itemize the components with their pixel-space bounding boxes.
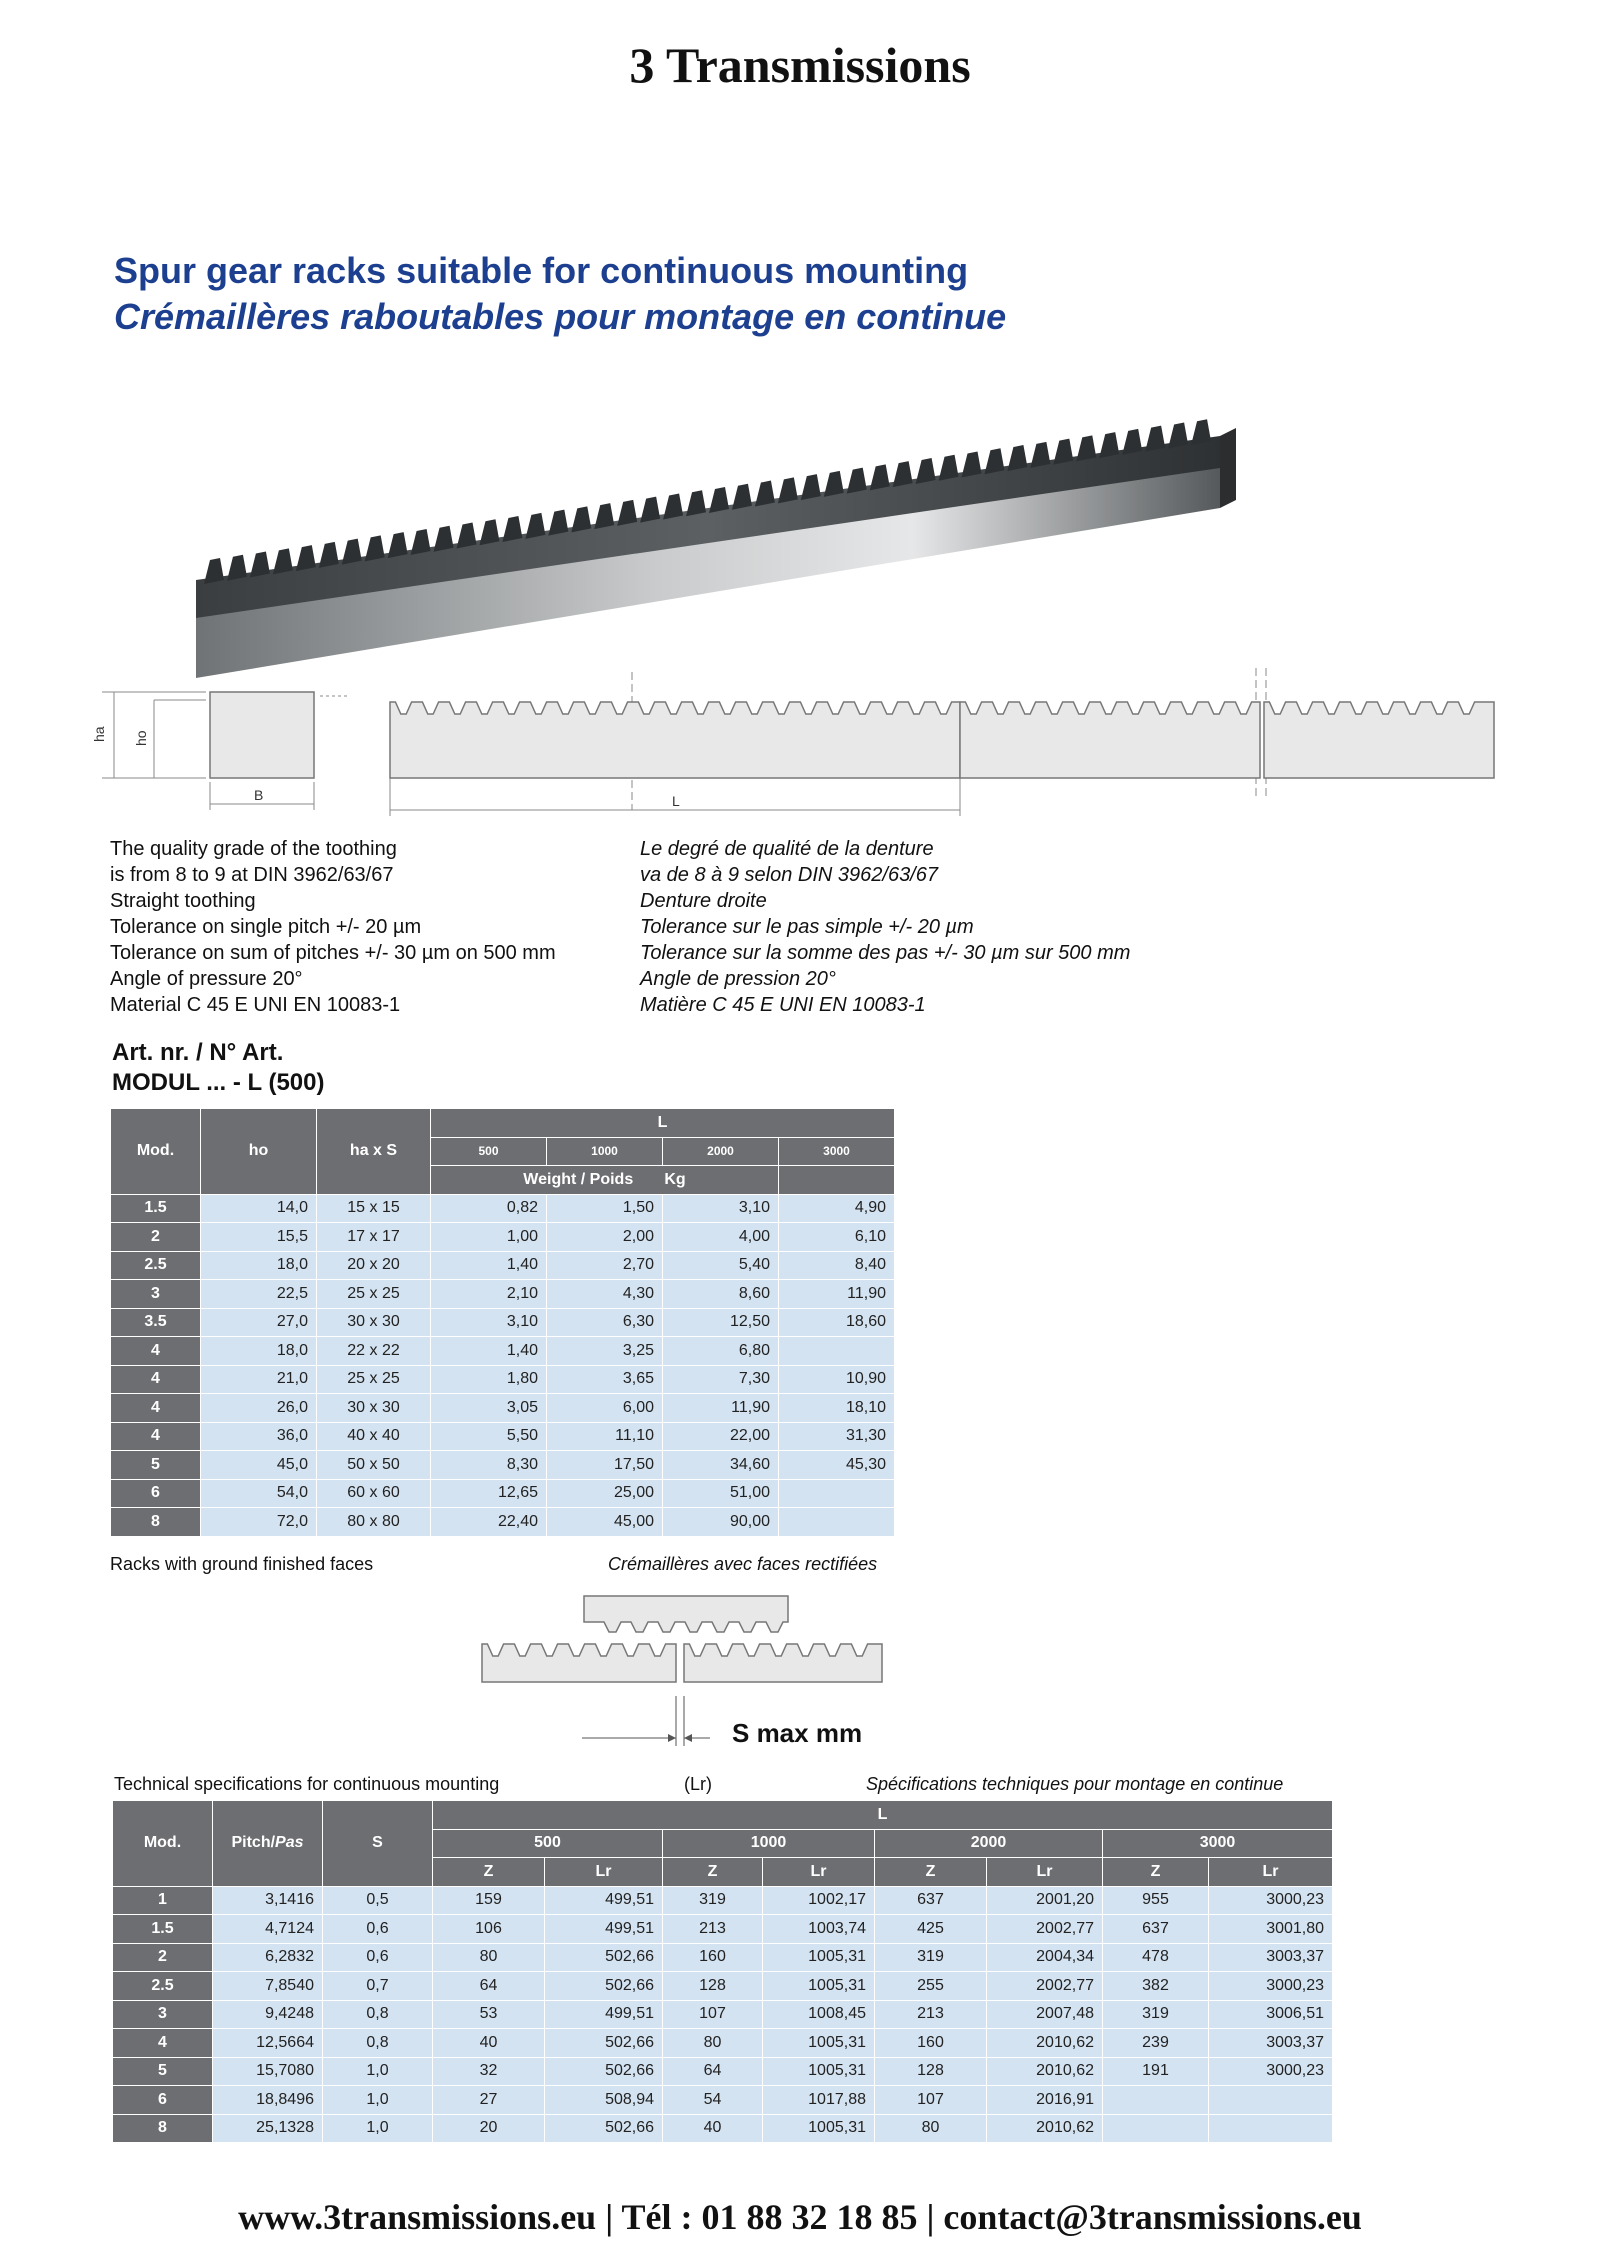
col-z: Z — [875, 1858, 987, 1887]
z-cell: 40 — [433, 2029, 545, 2058]
rack-cross-section — [210, 692, 314, 778]
weight-cell: 6,30 — [547, 1308, 663, 1337]
table-row — [111, 1479, 895, 1508]
z-cell: 637 — [1103, 1915, 1209, 1944]
lr-cell: 2004,34 — [987, 1943, 1103, 1972]
pitch-cell: 7,8540 — [213, 1972, 323, 2001]
table-row — [113, 1886, 1333, 1915]
col-length: 500 — [433, 1829, 663, 1858]
lr-cell: 3000,23 — [1209, 2057, 1333, 2086]
table-row — [111, 1422, 895, 1451]
table-row — [113, 1915, 1333, 1944]
col-weight-blank — [779, 1166, 895, 1195]
rack-dimension-drawing — [91, 660, 1514, 840]
z-cell: 319 — [1103, 2000, 1209, 2029]
pitch-cell: 9,4248 — [213, 2000, 323, 2029]
weight-cell: 3,05 — [431, 1394, 547, 1423]
z-cell: 319 — [875, 1943, 987, 1972]
z-cell: 213 — [875, 2000, 987, 2029]
lr-cell: 3000,23 — [1209, 1972, 1333, 2001]
z-cell: 382 — [1103, 1972, 1209, 2001]
weight-cell: 7,30 — [663, 1365, 779, 1394]
col-l: L — [431, 1109, 895, 1138]
table-row — [113, 2000, 1333, 2029]
col-length: 1000 — [547, 1137, 663, 1166]
s-cell: 1,0 — [323, 2057, 433, 2086]
weight-cell: 1,40 — [431, 1251, 547, 1280]
lr-cell: 499,51 — [545, 1915, 663, 1944]
lr-cell: 3001,80 — [1209, 1915, 1333, 1944]
table-row — [111, 1280, 895, 1309]
z-cell — [1103, 2114, 1209, 2143]
spec-en-line: The quality grade of the toothing — [110, 838, 397, 860]
z-cell: 128 — [875, 2057, 987, 2086]
weight-cell: 3,25 — [547, 1337, 663, 1366]
ho-cell: 72,0 — [201, 1508, 317, 1537]
lr-cell: 2016,91 — [987, 2086, 1103, 2115]
lr-cell: 502,66 — [545, 2114, 663, 2143]
lr-cell: 1005,31 — [763, 2057, 875, 2086]
col-mod: Mod. — [111, 1109, 201, 1195]
lr-cell: 502,66 — [545, 1943, 663, 1972]
spec-fr-line: Tolerance sur le pas simple +/- 20 µm — [640, 916, 974, 938]
z-cell: 54 — [663, 2086, 763, 2115]
tech-spec-english: Technical specifications for continuous mounting — [114, 1774, 500, 1794]
spec-en-line: Tolerance on sum of pitches +/- 30 µm on 500 mm — [110, 942, 556, 964]
lr-cell: 502,66 — [545, 2057, 663, 2086]
weight-cell: 90,00 — [663, 1508, 779, 1537]
ho-cell: 27,0 — [201, 1308, 317, 1337]
lr-cell: 2010,62 — [987, 2029, 1103, 2058]
mod-cell: 6 — [113, 2086, 213, 2115]
ho-cell: 45,0 — [201, 1451, 317, 1480]
z-cell: 53 — [433, 2000, 545, 2029]
mounting-diagram — [470, 1586, 940, 1756]
dimension-label-ha: ha — [91, 726, 107, 742]
col-length: 1000 — [663, 1829, 875, 1858]
tech-spec-lr: (Lr) — [684, 1774, 712, 1794]
ho-cell: 22,5 — [201, 1280, 317, 1309]
weight-cell: 18,10 — [779, 1394, 895, 1423]
weight-cell: 1,00 — [431, 1223, 547, 1252]
mod-cell: 8 — [113, 2114, 213, 2143]
lr-cell: 3000,23 — [1209, 1886, 1333, 1915]
col-lr: Lr — [1209, 1858, 1333, 1887]
lr-cell: 2001,20 — [987, 1886, 1103, 1915]
article-number-line1: Art. nr. / N° Art. — [112, 1039, 284, 1066]
table-row — [113, 2057, 1333, 2086]
ho-cell: 54,0 — [201, 1479, 317, 1508]
weight-cell: 34,60 — [663, 1451, 779, 1480]
col-lr: Lr — [545, 1858, 663, 1887]
weight-cell: 5,50 — [431, 1422, 547, 1451]
table-row — [111, 1308, 895, 1337]
weight-cell — [779, 1479, 895, 1508]
lr-cell: 502,66 — [545, 1972, 663, 2001]
pas-label: Pas — [275, 1834, 304, 1852]
lr-cell: 2007,48 — [987, 2000, 1103, 2029]
weight-cell: 1,40 — [431, 1337, 547, 1366]
mod-cell: 8 — [111, 1508, 201, 1537]
lr-cell: 1005,31 — [763, 2029, 875, 2058]
col-mod: Mod. — [113, 1801, 213, 1887]
z-cell: 64 — [663, 2057, 763, 2086]
col-z: Z — [433, 1858, 545, 1887]
weight-cell: 4,00 — [663, 1223, 779, 1252]
lr-cell: 1005,31 — [763, 1943, 875, 1972]
col-weight — [431, 1166, 779, 1195]
mod-cell: 6 — [111, 1479, 201, 1508]
weight-cell: 8,30 — [431, 1451, 547, 1480]
z-cell: 32 — [433, 2057, 545, 2086]
ha-x-s-cell: 30 x 30 — [317, 1394, 431, 1423]
weight-cell: 45,00 — [547, 1508, 663, 1537]
mod-cell: 5 — [113, 2057, 213, 2086]
rack-photo — [190, 378, 1350, 678]
mod-cell: 3 — [111, 1280, 201, 1309]
mounting-table — [112, 1800, 1333, 2143]
s-cell: 0,7 — [323, 1972, 433, 2001]
table-row — [113, 1943, 1333, 1972]
col-l: L — [433, 1801, 1333, 1830]
lr-cell: 502,66 — [545, 2029, 663, 2058]
dimension-label-l: L — [672, 793, 680, 809]
weight-cell: 6,00 — [547, 1394, 663, 1423]
lr-cell: 3003,37 — [1209, 1943, 1333, 1972]
lr-cell: 508,94 — [545, 2086, 663, 2115]
lr-cell: 1017,88 — [763, 2086, 875, 2115]
mod-cell: 2 — [111, 1223, 201, 1252]
ho-cell: 18,0 — [201, 1251, 317, 1280]
spec-en-line: Tolerance on single pitch +/- 20 µm — [110, 916, 422, 938]
lr-cell — [1209, 2086, 1333, 2115]
weight-cell: 51,00 — [663, 1479, 779, 1508]
col-lr: Lr — [987, 1858, 1103, 1887]
pitch-cell: 6,2832 — [213, 1943, 323, 1972]
s-cell: 0,6 — [323, 1915, 433, 1944]
z-cell: 160 — [663, 1943, 763, 1972]
mod-cell: 2.5 — [111, 1251, 201, 1280]
brand-title: 3 Transmissions — [629, 37, 971, 93]
pitch-label: Pitch/ — [231, 1834, 276, 1852]
pitch-cell: 12,5664 — [213, 2029, 323, 2058]
spec-en-line: Straight toothing — [110, 890, 256, 912]
spec-en-line: is from 8 to 9 at DIN 3962/63/67 — [110, 864, 394, 886]
weight-cell: 6,10 — [779, 1223, 895, 1252]
lr-cell: 1003,74 — [763, 1915, 875, 1944]
table-row — [111, 1508, 895, 1537]
spec-fr-line: Denture droite — [640, 890, 767, 912]
weight-label: Weight / Poids — [523, 1170, 634, 1188]
specs-english — [110, 836, 556, 1018]
weight-cell: 5,40 — [663, 1251, 779, 1280]
mod-cell: 1.5 — [111, 1194, 201, 1223]
ho-cell: 36,0 — [201, 1422, 317, 1451]
lr-cell: 1005,31 — [763, 2114, 875, 2143]
z-cell: 20 — [433, 2114, 545, 2143]
article-number-heading — [112, 1038, 324, 1098]
lr-cell: 2002,77 — [987, 1915, 1103, 1944]
s-cell: 1,0 — [323, 2114, 433, 2143]
spec-en-line: Material C 45 E UNI EN 10083-1 — [110, 994, 401, 1016]
ha-x-s-cell: 15 x 15 — [317, 1194, 431, 1223]
spec-en-line: Angle of pressure 20° — [110, 968, 303, 990]
weight-cell: 2,10 — [431, 1280, 547, 1309]
col-length: 2000 — [875, 1829, 1103, 1858]
weight-cell: 17,50 — [547, 1451, 663, 1480]
mod-cell: 1 — [113, 1886, 213, 1915]
z-cell: 213 — [663, 1915, 763, 1944]
z-cell: 106 — [433, 1915, 545, 1944]
z-cell: 80 — [875, 2114, 987, 2143]
spec-fr-line: Matière C 45 E UNI EN 10083-1 — [640, 994, 926, 1016]
weight-table — [110, 1108, 895, 1537]
weight-cell: 12,50 — [663, 1308, 779, 1337]
weight-cell: 12,65 — [431, 1479, 547, 1508]
table-row — [113, 2114, 1333, 2143]
z-cell: 128 — [663, 1972, 763, 2001]
col-ha-x-s: ha x S — [317, 1109, 431, 1195]
col-length: 2000 — [663, 1137, 779, 1166]
mod-cell: 4 — [111, 1422, 201, 1451]
pitch-cell: 4,7124 — [213, 1915, 323, 1944]
article-number-line2: MODUL ... - L (500) — [112, 1069, 325, 1096]
weight-cell: 8,40 — [779, 1251, 895, 1280]
weight-cell — [779, 1508, 895, 1537]
dimension-label-b: B — [254, 787, 264, 803]
z-cell: 955 — [1103, 1886, 1209, 1915]
s-cell: 0,8 — [323, 2029, 433, 2058]
spec-fr-line: Le degré de qualité de la denture — [640, 838, 934, 860]
ha-x-s-cell: 17 x 17 — [317, 1223, 431, 1252]
lr-cell: 1008,45 — [763, 2000, 875, 2029]
col-length: 3000 — [779, 1137, 895, 1166]
mod-cell: 2.5 — [113, 1972, 213, 2001]
ho-cell: 14,0 — [201, 1194, 317, 1223]
pitch-cell: 25,1328 — [213, 2114, 323, 2143]
table-row — [113, 1972, 1333, 2001]
weight-cell: 6,80 — [663, 1337, 779, 1366]
lr-cell: 3006,51 — [1209, 2000, 1333, 2029]
ground-faces-note-french: Crémaillères avec faces rectifiées — [608, 1554, 878, 1574]
z-cell — [1103, 2086, 1209, 2115]
mod-cell: 1.5 — [113, 1915, 213, 1944]
weight-cell: 1,50 — [547, 1194, 663, 1223]
specs-french — [640, 836, 1130, 1018]
ho-cell: 18,0 — [201, 1337, 317, 1366]
mod-cell: 4 — [113, 2029, 213, 2058]
ha-x-s-cell: 60 x 60 — [317, 1479, 431, 1508]
ha-x-s-cell: 22 x 22 — [317, 1337, 431, 1366]
ha-x-s-cell: 80 x 80 — [317, 1508, 431, 1537]
col-length: 500 — [431, 1137, 547, 1166]
col-s: S — [323, 1801, 433, 1887]
z-cell: 64 — [433, 1972, 545, 2001]
weight-cell: 18,60 — [779, 1308, 895, 1337]
ho-cell: 26,0 — [201, 1394, 317, 1423]
weight-cell: 22,40 — [431, 1508, 547, 1537]
s-max-label: S max mm — [732, 1718, 863, 1748]
weight-cell: 11,90 — [779, 1280, 895, 1309]
lr-cell: 499,51 — [545, 2000, 663, 2029]
z-cell: 27 — [433, 2086, 545, 2115]
z-cell: 425 — [875, 1915, 987, 1944]
ha-x-s-cell: 50 x 50 — [317, 1451, 431, 1480]
weight-cell: 8,60 — [663, 1280, 779, 1309]
weight-cell: 45,30 — [779, 1451, 895, 1480]
title-english: Spur gear racks suitable for continuous mounting — [114, 250, 969, 291]
z-cell: 239 — [1103, 2029, 1209, 2058]
spec-fr-line: va de 8 à 9 selon DIN 3962/63/67 — [640, 864, 938, 886]
lr-cell: 1002,17 — [763, 1886, 875, 1915]
lr-cell — [1209, 2114, 1333, 2143]
z-cell: 255 — [875, 1972, 987, 2001]
z-cell: 80 — [433, 1943, 545, 1972]
weight-unit: Kg — [664, 1170, 686, 1188]
weight-cell: 25,00 — [547, 1479, 663, 1508]
lr-cell: 2010,62 — [987, 2057, 1103, 2086]
s-cell: 0,8 — [323, 2000, 433, 2029]
dimension-label-ho: ho — [133, 730, 149, 746]
z-cell: 478 — [1103, 1943, 1209, 1972]
title-french: Crémaillères raboutables pour montage en continue — [114, 296, 1007, 337]
weight-cell: 11,90 — [663, 1394, 779, 1423]
ho-cell: 21,0 — [201, 1365, 317, 1394]
weight-cell: 4,30 — [547, 1280, 663, 1309]
col-pitch — [213, 1801, 323, 1887]
pitch-cell: 3,1416 — [213, 1886, 323, 1915]
pitch-cell: 18,8496 — [213, 2086, 323, 2115]
spec-fr-line: Angle de pression 20° — [640, 968, 836, 990]
table-row — [113, 2086, 1333, 2115]
weight-cell: 0,82 — [431, 1194, 547, 1223]
z-cell: 40 — [663, 2114, 763, 2143]
col-z: Z — [663, 1858, 763, 1887]
weight-cell: 3,10 — [431, 1308, 547, 1337]
table-row — [111, 1451, 895, 1480]
mod-cell: 4 — [111, 1337, 201, 1366]
lr-cell: 1005,31 — [763, 1972, 875, 2001]
mod-cell: 4 — [111, 1365, 201, 1394]
z-cell: 80 — [663, 2029, 763, 2058]
table-row — [111, 1251, 895, 1280]
spec-fr-line: Tolerance sur la somme des pas +/- 30 µm sur 500 mm — [640, 942, 1131, 964]
ground-faces-note-english: Racks with ground finished faces — [110, 1554, 374, 1574]
z-cell: 107 — [663, 2000, 763, 2029]
weight-cell: 31,30 — [779, 1422, 895, 1451]
table-row — [111, 1394, 895, 1423]
mod-cell: 2 — [113, 1943, 213, 1972]
table-row — [111, 1337, 895, 1366]
mod-cell: 3.5 — [111, 1308, 201, 1337]
mod-cell: 3 — [113, 2000, 213, 2029]
table-row — [111, 1223, 895, 1252]
z-cell: 160 — [875, 2029, 987, 2058]
s-cell: 1,0 — [323, 2086, 433, 2115]
weight-cell: 1,80 — [431, 1365, 547, 1394]
ha-x-s-cell: 25 x 25 — [317, 1280, 431, 1309]
table-row — [111, 1194, 895, 1223]
ha-x-s-cell: 20 x 20 — [317, 1251, 431, 1280]
z-cell: 159 — [433, 1886, 545, 1915]
s-cell: 0,6 — [323, 1943, 433, 1972]
weight-cell: 10,90 — [779, 1365, 895, 1394]
table-row — [111, 1365, 895, 1394]
z-cell: 637 — [875, 1886, 987, 1915]
table-row — [113, 2029, 1333, 2058]
z-cell: 319 — [663, 1886, 763, 1915]
mod-cell: 4 — [111, 1394, 201, 1423]
lr-cell: 2002,77 — [987, 1972, 1103, 2001]
z-cell: 191 — [1103, 2057, 1209, 2086]
col-ho: ho — [201, 1109, 317, 1195]
weight-cell — [779, 1337, 895, 1366]
s-cell: 0,5 — [323, 1886, 433, 1915]
ha-x-s-cell: 30 x 30 — [317, 1308, 431, 1337]
lr-cell: 2010,62 — [987, 2114, 1103, 2143]
ho-cell: 15,5 — [201, 1223, 317, 1252]
footer-contact: www.3transmissions.eu | Tél : 01 88 32 18 85 | contact@3transmissions.eu — [238, 2197, 1362, 2237]
z-cell: 107 — [875, 2086, 987, 2115]
ha-x-s-cell: 40 x 40 — [317, 1422, 431, 1451]
ha-x-s-cell: 25 x 25 — [317, 1365, 431, 1394]
lr-cell: 499,51 — [545, 1886, 663, 1915]
col-length: 3000 — [1103, 1829, 1333, 1858]
weight-cell: 3,65 — [547, 1365, 663, 1394]
col-lr: Lr — [763, 1858, 875, 1887]
weight-cell: 2,00 — [547, 1223, 663, 1252]
weight-cell: 2,70 — [547, 1251, 663, 1280]
weight-cell: 22,00 — [663, 1422, 779, 1451]
lr-cell: 3003,37 — [1209, 2029, 1333, 2058]
weight-cell: 4,90 — [779, 1194, 895, 1223]
col-z: Z — [1103, 1858, 1209, 1887]
tech-spec-french: Spécifications techniques pour montage en continue — [866, 1774, 1284, 1794]
pitch-cell: 15,7080 — [213, 2057, 323, 2086]
weight-cell: 3,10 — [663, 1194, 779, 1223]
weight-cell: 11,10 — [547, 1422, 663, 1451]
mod-cell: 5 — [111, 1451, 201, 1480]
